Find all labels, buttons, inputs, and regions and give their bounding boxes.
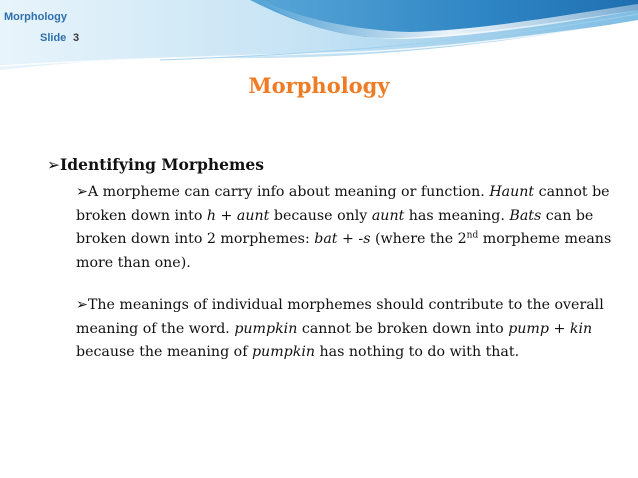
- slide-title: [0, 73, 638, 98]
- text-run: morpheme means more than one).: [76, 231, 612, 271]
- sub-bullet-2: [76, 294, 621, 365]
- sub-bullet-text: [76, 184, 611, 271]
- text-run: pumpkin: [251, 344, 315, 360]
- text-run: Haunt: [489, 184, 535, 200]
- text-run: has meaning.: [404, 207, 510, 224]
- text-run: The meanings of individual morphemes should contribute to the overall meaning of the word.: [76, 297, 604, 337]
- sub-bullet-1: [76, 181, 621, 275]
- text-run: has nothing to do with that.: [315, 344, 520, 360]
- sub-bullet-text: [76, 297, 604, 360]
- arrow-bullet-icon: ➢: [47, 156, 60, 174]
- text-run: pump + kin: [508, 320, 593, 337]
- text-run: aunt: [371, 207, 405, 224]
- text-run: (where the 2: [370, 231, 467, 247]
- text-run: bat + -s: [314, 231, 371, 247]
- text-run: A morpheme can carry info about meaning or function.: [87, 184, 490, 200]
- arrow-bullet-icon: ➢: [76, 297, 88, 313]
- text-run: h + aunt: [206, 207, 270, 224]
- text-run: because only: [269, 207, 372, 224]
- text-run: Bats: [509, 207, 542, 224]
- slide-title-text: Morphology: [248, 73, 390, 98]
- text-run: cannot be broken down into: [297, 320, 509, 337]
- arrow-bullet-icon: ➢: [76, 184, 88, 200]
- text-run: because the meaning of: [76, 344, 252, 360]
- text-run: cannot be broken down into: [76, 184, 610, 224]
- text-run: pumpkin: [234, 320, 298, 337]
- text-run: nd: [466, 230, 479, 241]
- header-banner: [0, 0, 638, 80]
- text-run: can be broken down into 2 morphemes:: [76, 207, 594, 247]
- heading-text: Identifying Morphemes: [60, 155, 264, 174]
- corner-title: Morphology: [4, 11, 67, 23]
- slide-number: 3: [73, 32, 80, 44]
- heading-bullet: [47, 155, 264, 174]
- corner-slide-label: Slide: [40, 32, 67, 44]
